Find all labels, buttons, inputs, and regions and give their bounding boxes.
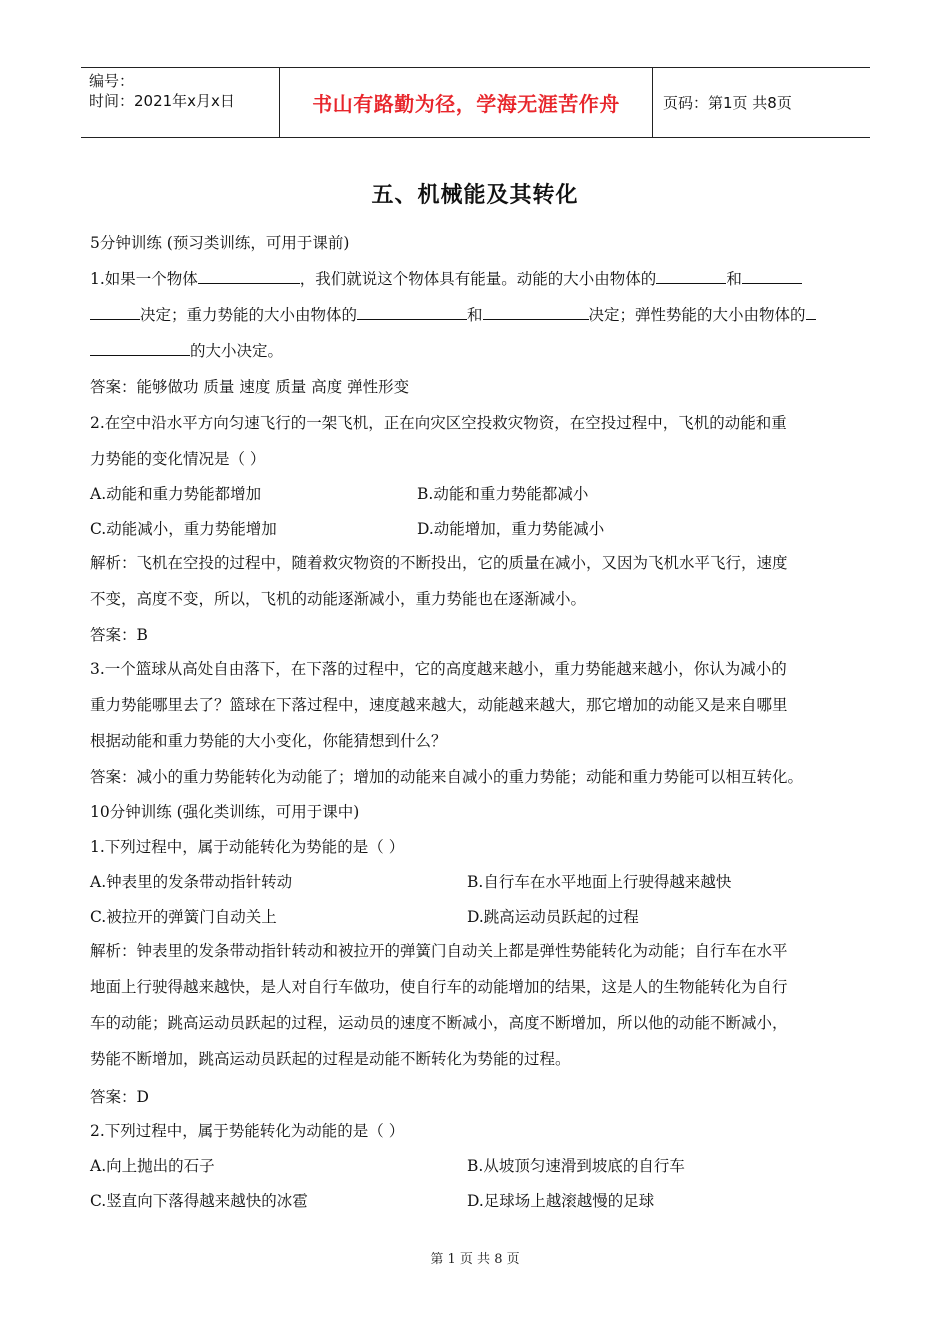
date-label: 时间：2021年x月x日: [89, 92, 235, 110]
question-line: 重力势能哪里去了？篮球在下落过程中，速度越来越大，动能越来越大，那它增加的动能又是来自哪里: [90, 696, 788, 714]
option-d: D.动能增加，重力势能减小: [417, 520, 605, 538]
analysis-line: 地面上行驶得越来越快，是人对自行车做功，使自行车的动能增加的结果，这是人的生物能转化为自行: [90, 978, 788, 996]
answer-line: 答案：能够做功 质量 速度 质量 高度 弹性形变: [90, 378, 410, 396]
answer-line: 答案：B: [90, 626, 148, 644]
option-a: A.向上抛出的石子: [90, 1157, 215, 1175]
answer-line: 答案：D: [90, 1088, 149, 1106]
question-line: 的大小决定。: [90, 340, 283, 362]
option-c: C.竖直向下落得越来越快的冰雹: [90, 1192, 308, 1210]
question-line: 2.下列过程中，属于势能转化为动能的是（ ）: [90, 1122, 405, 1140]
analysis-line: 车的动能；跳高运动员跃起的过程，运动员的速度不断减小，高度不断增加，所以他的动能不断减小，: [90, 1014, 788, 1032]
analysis-line: 解析：飞机在空投的过程中，随着救灾物资的不断投出，它的质量在减小，又因为飞机水平飞行，速度: [90, 554, 788, 572]
motto: 书山有路勤为径，学海无涯苦作舟: [280, 68, 653, 137]
question-line: 3.一个篮球从高处自由落下，在下落的过程中，它的高度越来越小，重力势能越来越小，你认为减小的: [90, 660, 787, 678]
option-b: B.自行车在水平地面上行驶得越来越快: [467, 873, 732, 891]
section-heading: 10分钟训练 (强化类训练，可用于课中): [90, 803, 360, 821]
option-a: A.钟表里的发条带动指针转动: [90, 873, 293, 891]
document-title: 五、机械能及其转化: [371, 183, 579, 208]
header-table: [81, 67, 870, 138]
header-meta-cell: [81, 68, 280, 137]
analysis-line: 势能不断增加，跳高运动员跃起的过程是动能不断转化为势能的过程。: [90, 1050, 571, 1068]
question-line: 2.在空中沿水平方向匀速飞行的一架飞机，正在向灾区空投救灾物资，在空投过程中，飞机的动能和重: [90, 414, 787, 432]
option-c: C.动能减小，重力势能增加: [90, 520, 277, 538]
question-line: 1.如果一个物体 ，我们就说这个物体具有能量。动能的大小由物体的 和: [90, 268, 802, 290]
question-line: 根据动能和重力势能的大小变化，你能猜想到什么？: [90, 732, 447, 750]
analysis-line: 不变，高度不变，所以，飞机的动能逐渐减小，重力势能也在逐渐减小。: [90, 590, 587, 608]
answer-line: 答案：减小的重力势能转化为动能了；增加的动能来自减小的重力势能；动能和重力势能可以相互转化。: [90, 768, 804, 786]
option-b: B.从坡顶匀速滑到坡底的自行车: [467, 1157, 685, 1175]
section-heading: 5分钟训练 (预习类训练，可用于课前): [90, 234, 350, 252]
option-d: D.跳高运动员跃起的过程: [467, 908, 639, 926]
page-info: 页码：第1页 共8页: [663, 94, 792, 112]
option-c: C.被拉开的弹簧门自动关上: [90, 908, 277, 926]
question-line: 决定；重力势能的大小由物体的 和 决定；弹性势能的大小由物体的: [90, 304, 816, 326]
option-b: B.动能和重力势能都减小: [417, 485, 589, 503]
option-a: A.动能和重力势能都增加: [90, 485, 262, 503]
question-line: 力势能的变化情况是（ ）: [90, 450, 266, 468]
page-footer: 第 1 页 共 8 页: [430, 1252, 520, 1267]
question-line: 1.下列过程中，属于动能转化为势能的是（ ）: [90, 838, 405, 856]
code-label: 编号：: [89, 72, 135, 90]
option-d: D.足球场上越滚越慢的足球: [467, 1192, 655, 1210]
analysis-line: 解析：钟表里的发条带动指针转动和被拉开的弹簧门自动关上都是弹性势能转化为动能；自行车在水平: [90, 942, 788, 960]
